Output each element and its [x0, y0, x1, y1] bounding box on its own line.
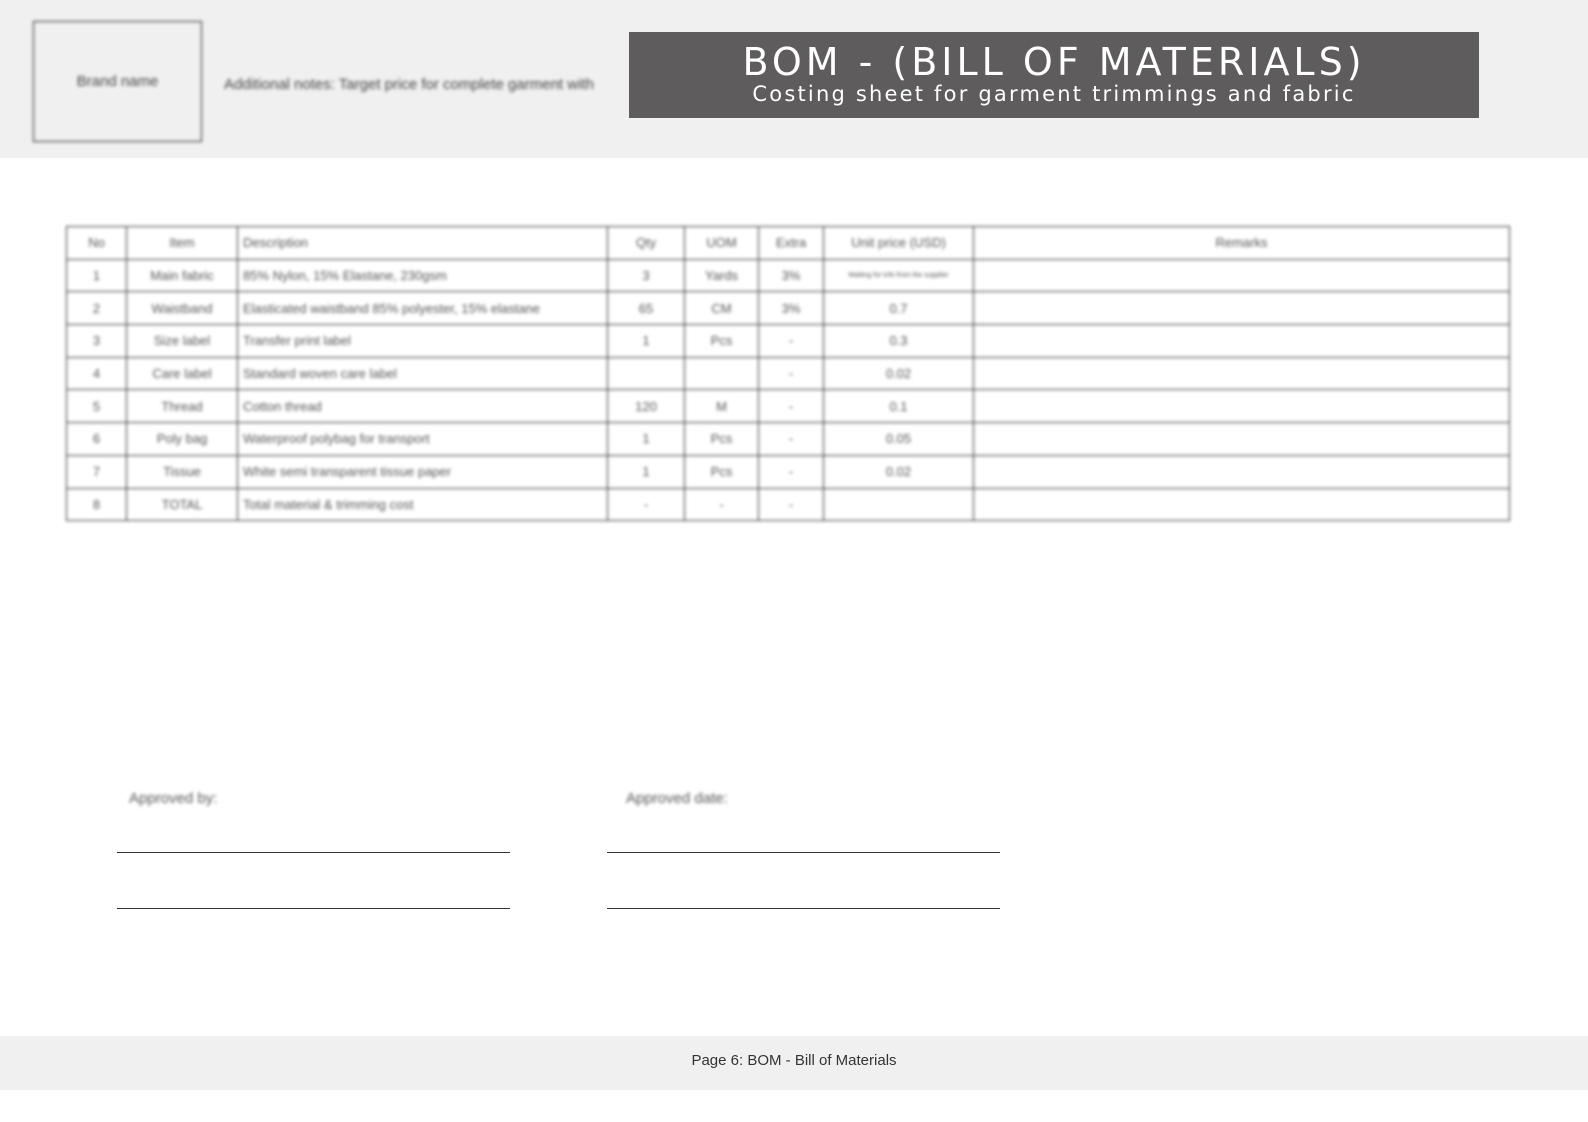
column-header-no: No: [67, 227, 127, 260]
table-row: [67, 325, 1510, 358]
cell-remarks: [974, 292, 1510, 325]
cell-qty: 65: [608, 292, 685, 325]
table-row: [67, 455, 1510, 488]
cell-remarks: [974, 488, 1510, 521]
cell-unit-price: 0.7: [824, 292, 974, 325]
cell-description: Standard woven care label: [238, 357, 608, 390]
brand-logo-placeholder: [33, 21, 202, 142]
cell-extra: 3%: [759, 292, 824, 325]
cell-item: Tissue: [127, 455, 238, 488]
brand-name: Brand name: [76, 73, 159, 90]
cell-uom: Pcs: [685, 455, 759, 488]
cell-extra: -: [759, 455, 824, 488]
cell-qty: 1: [608, 325, 685, 358]
page-subtitle: Costing sheet for garment trimmings and fabric: [752, 82, 1356, 106]
cell-uom: Pcs: [685, 325, 759, 358]
cell-description: Total material & trimming cost: [238, 488, 608, 521]
cell-description: White semi transparent tissue paper: [238, 455, 608, 488]
cell-extra: -: [759, 357, 824, 390]
cell-uom: M: [685, 390, 759, 423]
cell-no: 1: [67, 259, 127, 292]
cell-uom: Yards: [685, 259, 759, 292]
column-header-qty: Qty: [608, 227, 685, 260]
cell-remarks: [974, 390, 1510, 423]
column-header-uom: UOM: [685, 227, 759, 260]
column-header-unit-price: Unit price (USD): [824, 227, 974, 260]
cell-item: Main fabric: [127, 259, 238, 292]
cell-item: Care label: [127, 357, 238, 390]
cell-description: Transfer print label: [238, 325, 608, 358]
cell-uom: Pcs: [685, 423, 759, 456]
approved-by-signature-line: [117, 852, 510, 853]
column-header-item: Item: [127, 227, 238, 260]
cell-no: 5: [67, 390, 127, 423]
cell-unit-price: Waiting for info from the supplier: [824, 259, 974, 292]
cell-no: 3: [67, 325, 127, 358]
cell-unit-price: 0.3: [824, 325, 974, 358]
cell-extra: -: [759, 325, 824, 358]
table-row: [67, 390, 1510, 423]
column-header-remarks: Remarks: [974, 227, 1510, 260]
cell-item: Waistband: [127, 292, 238, 325]
cell-item: Size label: [127, 325, 238, 358]
cell-extra: -: [759, 423, 824, 456]
approved-date-label: Approved date:: [626, 790, 728, 807]
cell-qty: 1: [608, 455, 685, 488]
header-band: [0, 0, 1588, 158]
approved-date-line-2: [607, 908, 1000, 909]
table-row: [67, 259, 1510, 292]
table-row: [67, 292, 1510, 325]
cell-extra: 3%: [759, 259, 824, 292]
cell-unit-price: [824, 488, 974, 521]
column-header-extra: Extra: [759, 227, 824, 260]
cell-remarks: [974, 455, 1510, 488]
approved-date-line: [607, 852, 1000, 853]
cell-unit-price: 0.05: [824, 423, 974, 456]
table-header-row: [67, 227, 1510, 260]
cell-qty: [608, 357, 685, 390]
cell-extra: -: [759, 390, 824, 423]
cell-remarks: [974, 325, 1510, 358]
cell-item: Thread: [127, 390, 238, 423]
cell-uom: [685, 357, 759, 390]
column-header-description: Description: [238, 227, 608, 260]
cell-no: 4: [67, 357, 127, 390]
cell-remarks: [974, 259, 1510, 292]
cell-no: 2: [67, 292, 127, 325]
approved-by-signature-line-2: [117, 908, 510, 909]
cell-extra: -: [759, 488, 824, 521]
cell-description: 85% Nylon, 15% Elastane, 230gsm: [238, 259, 608, 292]
cell-unit-price: 0.02: [824, 455, 974, 488]
bom-table: [66, 226, 1510, 521]
table-row: [67, 423, 1510, 456]
table-row: [67, 357, 1510, 390]
additional-notes: Additional notes: Target price for complete garment with: [224, 76, 594, 93]
cell-unit-price: 0.1: [824, 390, 974, 423]
cell-item: Poly bag: [127, 423, 238, 456]
cell-no: 8: [67, 488, 127, 521]
footer-band: [0, 1036, 1588, 1090]
cell-uom: -: [685, 488, 759, 521]
cell-uom: CM: [685, 292, 759, 325]
cell-qty: 120: [608, 390, 685, 423]
page-footer-label: Page 6: BOM - Bill of Materials: [691, 1052, 897, 1069]
cell-item: TOTAL: [127, 488, 238, 521]
cell-remarks: [974, 423, 1510, 456]
cell-no: 6: [67, 423, 127, 456]
title-banner: [629, 32, 1479, 118]
cell-qty: -: [608, 488, 685, 521]
approved-by-label: Approved by:: [129, 790, 218, 807]
cell-description: Waterproof polybag for transport: [238, 423, 608, 456]
page-title: BOM - (BILL OF MATERIALS): [742, 40, 1366, 84]
cell-unit-price: 0.02: [824, 357, 974, 390]
cell-remarks: [974, 357, 1510, 390]
cell-qty: 3: [608, 259, 685, 292]
cell-no: 7: [67, 455, 127, 488]
table-row-total: [67, 488, 1510, 521]
cell-description: Elasticated waistband 85% polyester, 15% elastane: [238, 292, 608, 325]
cell-qty: 1: [608, 423, 685, 456]
cell-description: Cotton thread: [238, 390, 608, 423]
